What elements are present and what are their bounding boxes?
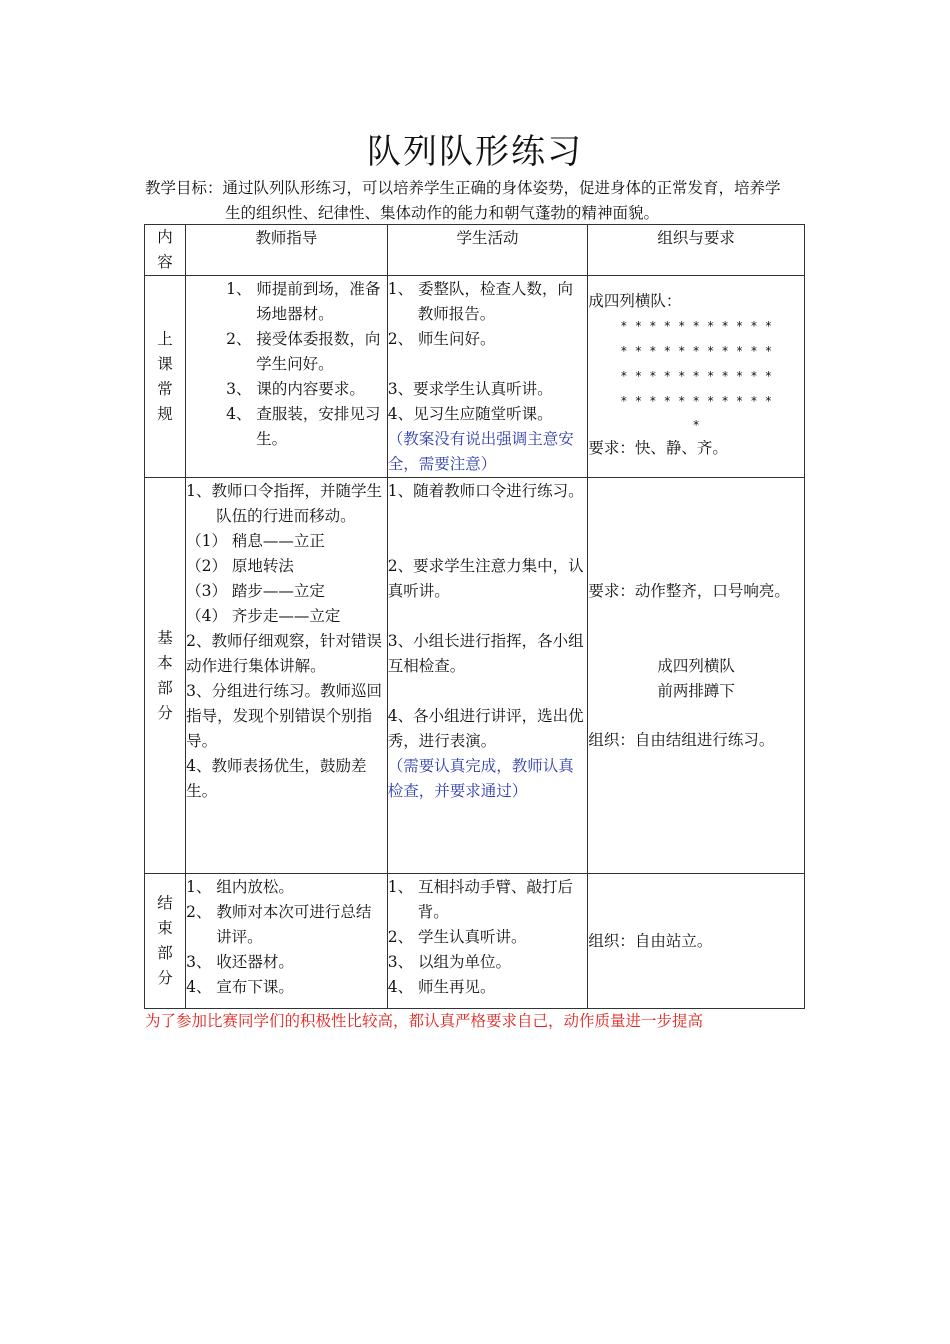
list-item: 1、 委整队，检查人数，向教师报告。 xyxy=(387,280,574,323)
list-item: 3、分组进行练习。教师巡回指导，发现个别错误个别指导。 xyxy=(186,682,382,750)
list-item: 4、见习生应随堂听课。 xyxy=(387,405,553,423)
formation-row: * xyxy=(692,418,700,432)
header-content-char-1: 内 xyxy=(157,228,173,246)
table-header-row xyxy=(145,225,805,276)
section-char: 规 xyxy=(157,405,173,423)
table-row xyxy=(145,874,805,1009)
list-item: 1、教师口令指挥，并随学生队伍的行进而移动。 xyxy=(186,482,382,525)
organization-text: 组织：自由结组进行练习。 xyxy=(588,731,775,749)
list-item: 2、 教师对本次可进行总结讲评。 xyxy=(186,903,372,946)
list-item: 2、教师仔细观察，针对错误动作进行集体讲解。 xyxy=(186,632,382,675)
spacer xyxy=(588,604,804,654)
teacher-cell xyxy=(186,874,388,1009)
section-char: 本 xyxy=(157,653,173,672)
list-item: 1、 互相抖动手臂、敲打后背。 xyxy=(387,878,574,921)
organization-cell xyxy=(588,478,805,874)
requirement-text: 要求：快、静、齐。 xyxy=(588,439,728,457)
goal-line-1: 教学目标：通过队列队形练习，可以培养学生正确的身体姿势，促进身体的正常发育，培养学 xyxy=(145,179,781,197)
section-char: 基 xyxy=(157,628,173,647)
list-item: 3、 课的内容要求。 xyxy=(226,380,365,398)
list-item: （2） 原地转法 xyxy=(186,557,294,575)
header-organization: 组织与要求 xyxy=(588,225,805,276)
list-item: 3、 收还器材。 xyxy=(186,953,294,971)
formation-row: * * * * * * * * * * * xyxy=(620,344,773,358)
formation-text: 前两排蹲下 xyxy=(657,682,735,700)
spacer xyxy=(388,352,588,377)
table-row xyxy=(145,276,805,478)
teacher-cell xyxy=(186,478,388,874)
formation-text: 成四列横队 xyxy=(657,657,735,675)
list-item: 4、教师表扬优生，鼓励差生。 xyxy=(186,757,367,800)
section-label xyxy=(145,276,186,478)
section-char: 部 xyxy=(157,678,173,697)
formation-diagram xyxy=(588,314,804,436)
student-cell xyxy=(387,478,588,874)
section-char: 部 xyxy=(157,944,173,962)
list-item: 1、随着教师口令进行练习。 xyxy=(387,482,584,500)
student-cell xyxy=(387,276,588,478)
formation-row: * * * * * * * * * * * xyxy=(620,319,773,333)
header-content xyxy=(145,225,186,276)
header-student: 学生活动 xyxy=(387,225,588,276)
section-char: 结 xyxy=(157,894,173,912)
organization-text: 组织：自由站立。 xyxy=(588,931,713,950)
spacer xyxy=(588,704,804,728)
list-item: 4、各小组进行讲评，选出优秀，进行表演。 xyxy=(387,707,584,750)
list-item: （1） 稍息——立正 xyxy=(186,532,325,550)
section-char: 上 xyxy=(157,330,173,348)
spacer xyxy=(388,679,588,704)
formation-title: 成四列横队： xyxy=(588,292,682,310)
section-char: 分 xyxy=(157,703,173,722)
student-cell xyxy=(387,874,588,1009)
list-item: （4） 齐步走——立定 xyxy=(186,607,341,625)
teaching-note: （教案没有说出强调主意安全，需要注意） xyxy=(387,430,574,473)
formation-row: * * * * * * * * * * * xyxy=(620,394,773,408)
list-item: （3） 踏步——立定 xyxy=(186,582,325,600)
teaching-goal xyxy=(145,176,810,226)
teaching-note: （需要认真完成，教师认真检查，并要求通过） xyxy=(387,757,574,800)
section-label xyxy=(145,874,186,1009)
section-char: 常 xyxy=(157,380,173,398)
section-label xyxy=(145,478,186,874)
list-item: 1、 组内放松。 xyxy=(186,878,294,896)
list-item: 3、要求学生认真听讲。 xyxy=(387,380,553,398)
header-content-char-2: 容 xyxy=(157,253,173,271)
section-char: 束 xyxy=(157,919,173,937)
list-item: 3、小组长进行指挥，各小组互相检查。 xyxy=(387,632,584,675)
spacer xyxy=(388,504,588,554)
list-item: 3、 以组为单位。 xyxy=(387,953,512,971)
requirement-text: 要求：动作整齐，口号响亮。 xyxy=(588,582,790,600)
section-char: 课 xyxy=(157,355,173,373)
teacher-cell xyxy=(186,276,388,478)
list-item: 4、 查服装，安排见习生。 xyxy=(226,405,381,448)
list-item: 2、要求学生注意力集中，认真听讲。 xyxy=(387,557,584,600)
goal-line-2: 生的组织性、纪律性、集体动作的能力和朝气蓬勃的精神面貌。 xyxy=(225,204,660,222)
lesson-plan-table xyxy=(144,224,805,1009)
list-item: 4、 师生再见。 xyxy=(387,978,496,996)
spacer xyxy=(388,604,588,629)
list-item: 2、 接受体委报数，向学生问好。 xyxy=(226,330,381,373)
list-item: 1、 师提前到场，准备场地器材。 xyxy=(226,280,381,323)
table-row xyxy=(145,478,805,874)
list-item: 2、 师生问好。 xyxy=(387,330,496,348)
organization-cell xyxy=(588,874,805,1009)
organization-cell xyxy=(588,276,805,478)
list-item: 2、 学生认真听讲。 xyxy=(387,928,527,946)
reflection-note: 为了参加比赛同学们的积极性比较高，都认真严格要求自己，动作质量进一步提高 xyxy=(145,1012,704,1030)
list-item: 4、 宣布下课。 xyxy=(186,978,294,996)
formation-row: * * * * * * * * * * * xyxy=(620,369,773,383)
section-char: 分 xyxy=(157,969,173,987)
header-teacher: 教师指导 xyxy=(186,225,388,276)
page-title: 队列队形练习 xyxy=(367,132,583,172)
